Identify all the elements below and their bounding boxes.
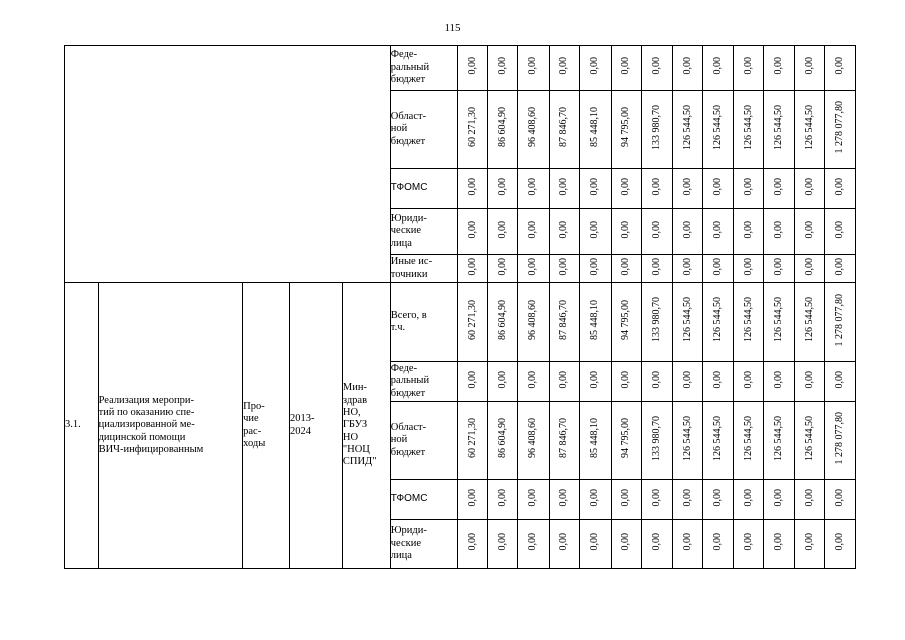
year-value: 0,00 (496, 533, 508, 551)
year-value: 0,00 (742, 370, 754, 389)
year-value-cell (733, 283, 764, 362)
year-value: 0,00 (803, 533, 815, 551)
year-value-cell (611, 46, 642, 91)
year-value: 0,00 (681, 370, 693, 389)
continued-item-cell (65, 46, 391, 283)
year-value-cell (703, 209, 734, 255)
year-value-cell (672, 520, 703, 569)
year-value-cell (549, 209, 580, 255)
year-value-cell (672, 480, 703, 520)
year-value-cell (642, 255, 673, 283)
year-value-cell (580, 362, 612, 402)
source-label: Всего, в т.ч. (390, 309, 427, 333)
year-value: 0,00 (681, 220, 693, 239)
year-value: 0,00 (589, 488, 601, 507)
year-value: 126 544,50 (712, 415, 724, 461)
year-value-cell (764, 362, 795, 402)
year-value-cell (733, 169, 764, 209)
year-value: 60 271,30 (466, 418, 478, 459)
year-value-cell (794, 169, 825, 209)
year-value-cell (580, 209, 612, 255)
year-value-cell (517, 46, 549, 91)
year-value-cell (517, 480, 549, 520)
year-value-cell (580, 402, 612, 480)
total-cell (825, 46, 856, 91)
year-value: 0,00 (651, 370, 662, 389)
year-value-cell (733, 46, 764, 91)
year-value-cell (457, 169, 488, 209)
year-value-cell (703, 46, 734, 91)
year-value-cell (703, 480, 734, 520)
year-value-cell (764, 480, 795, 520)
year-value-cell (517, 402, 549, 480)
year-value-cell (580, 520, 612, 569)
year-value: 0,00 (681, 533, 693, 551)
year-value-cell (764, 402, 795, 480)
year-value: 0,00 (712, 177, 724, 196)
year-value: 0,00 (651, 57, 662, 75)
source-label-cell (390, 169, 457, 209)
year-value: 126 544,50 (681, 104, 693, 150)
year-value-cell (642, 402, 673, 480)
year-value: 126 544,50 (742, 415, 754, 461)
year-value-cell (672, 209, 703, 255)
year-value: 0,00 (742, 57, 754, 75)
year-value: 0,00 (496, 488, 508, 507)
year-value: 0,00 (651, 257, 662, 276)
total-value: 0,00 (834, 57, 846, 75)
year-value: 0,00 (527, 177, 539, 196)
year-value: 85 448,10 (589, 299, 601, 340)
year-value-cell (611, 520, 642, 569)
total-value: 0,00 (834, 220, 846, 239)
year-value: 0,00 (527, 370, 539, 389)
year-value-cell (580, 283, 612, 362)
year-value: 0,00 (712, 220, 724, 239)
year-value: 94 795,00 (620, 107, 632, 148)
total-cell (825, 283, 856, 362)
year-value-cell (488, 402, 518, 480)
year-value-cell (457, 362, 488, 402)
year-value: 0,00 (803, 257, 815, 276)
source-label-cell (390, 362, 457, 402)
year-value: 126 544,50 (803, 104, 815, 150)
year-value-cell (457, 402, 488, 480)
year-value: 133 980,70 (651, 104, 662, 150)
year-value: 0,00 (466, 533, 478, 551)
year-value-cell (517, 362, 549, 402)
year-value: 0,00 (712, 533, 724, 551)
year-value: 0,00 (589, 370, 601, 389)
source-label: ТФОМС (390, 182, 428, 194)
year-value-cell (549, 46, 580, 91)
total-value: 0,00 (834, 488, 846, 507)
year-value: 0,00 (651, 488, 662, 507)
source-label-cell (390, 283, 457, 362)
year-value-cell (457, 209, 488, 255)
year-value: 85 448,10 (589, 418, 601, 459)
year-value: 126 544,50 (773, 297, 785, 343)
source-label: Област- ной бюджет (390, 110, 427, 147)
source-label-cell (390, 480, 457, 520)
year-value-cell (703, 520, 734, 569)
year-value-cell (457, 480, 488, 520)
year-value: 96 408,60 (527, 299, 539, 340)
year-value: 0,00 (527, 220, 539, 239)
year-value-cell (733, 402, 764, 480)
total-value: 0,00 (834, 257, 846, 276)
year-value-cell (611, 209, 642, 255)
year-value: 0,00 (527, 488, 539, 507)
year-value: 96 408,60 (527, 107, 539, 148)
year-value-cell (488, 169, 518, 209)
year-value-cell (549, 520, 580, 569)
total-cell (825, 209, 856, 255)
total-value: 0,00 (834, 370, 846, 389)
year-value: 0,00 (589, 533, 601, 551)
source-label-cell (390, 255, 457, 283)
year-value-cell (580, 480, 612, 520)
year-value-cell (733, 520, 764, 569)
year-value: 0,00 (773, 257, 785, 276)
year-value: 0,00 (558, 257, 570, 276)
table-row (65, 283, 856, 362)
year-value-cell (611, 283, 642, 362)
year-value-cell (580, 91, 612, 169)
year-value: 0,00 (773, 177, 785, 196)
year-value-cell (733, 480, 764, 520)
source-label-cell (390, 209, 457, 255)
year-value: 126 544,50 (681, 415, 693, 461)
year-value: 0,00 (466, 370, 478, 389)
year-value: 0,00 (589, 57, 601, 75)
year-value: 0,00 (527, 57, 539, 75)
year-value-cell (672, 46, 703, 91)
year-value-cell (764, 283, 795, 362)
item-period: 2013- 2024 (289, 413, 315, 437)
year-value-cell (794, 209, 825, 255)
year-value: 126 544,50 (803, 297, 815, 343)
year-value-cell (549, 283, 580, 362)
year-value-cell (733, 362, 764, 402)
year-value-cell (549, 255, 580, 283)
total-cell (825, 402, 856, 480)
year-value: 0,00 (651, 533, 662, 551)
year-value: 87 846,70 (558, 107, 570, 148)
total-value: 1 278 077,80 (834, 293, 846, 347)
year-value: 0,00 (558, 57, 570, 75)
year-value-cell (764, 169, 795, 209)
year-value: 0,00 (558, 488, 570, 507)
year-value: 0,00 (681, 257, 693, 276)
year-value-cell (794, 520, 825, 569)
year-value-cell (517, 520, 549, 569)
source-label-cell (390, 402, 457, 480)
year-value: 86 604,90 (496, 418, 508, 459)
total-cell (825, 91, 856, 169)
year-value-cell (733, 91, 764, 169)
year-value-cell (488, 209, 518, 255)
year-value: 87 846,70 (558, 418, 570, 459)
year-value-cell (764, 520, 795, 569)
year-value-cell (517, 169, 549, 209)
year-value: 96 408,60 (527, 418, 539, 459)
year-value: 0,00 (803, 57, 815, 75)
year-value: 0,00 (773, 220, 785, 239)
year-value: 126 544,50 (712, 297, 724, 343)
year-value: 0,00 (712, 57, 724, 75)
source-label: Феде- ральный бюджет (390, 362, 430, 399)
year-value-cell (672, 255, 703, 283)
year-value-cell (764, 255, 795, 283)
year-value-cell (642, 520, 673, 569)
year-value: 0,00 (712, 257, 724, 276)
year-value-cell (488, 255, 518, 283)
total-value: 1 278 077,80 (834, 101, 846, 154)
year-value: 0,00 (773, 488, 785, 507)
year-value: 86 604,90 (496, 107, 508, 148)
year-value-cell (733, 255, 764, 283)
source-label: Иные ис- точники (390, 256, 433, 280)
year-value: 0,00 (803, 177, 815, 196)
year-value: 0,00 (712, 488, 724, 507)
total-cell (825, 362, 856, 402)
year-value-cell (733, 209, 764, 255)
year-value: 0,00 (620, 177, 632, 196)
year-value: 0,00 (496, 177, 508, 196)
year-value-cell (642, 480, 673, 520)
year-value-cell (488, 362, 518, 402)
year-value-cell (642, 46, 673, 91)
year-value: 126 544,50 (712, 104, 724, 150)
source-label-cell (390, 91, 457, 169)
year-value-cell (703, 402, 734, 480)
year-value: 0,00 (466, 488, 478, 507)
year-value: 0,00 (527, 257, 539, 276)
year-value-cell (703, 255, 734, 283)
year-value: 87 846,70 (558, 299, 570, 340)
item-expense-type: Про- чие рас- ходы (243, 400, 266, 449)
year-value: 0,00 (651, 220, 662, 239)
year-value: 0,00 (681, 57, 693, 75)
year-value-cell (642, 283, 673, 362)
year-value-cell (549, 480, 580, 520)
year-value-cell (457, 46, 488, 91)
year-value: 0,00 (496, 257, 508, 276)
budget-table (64, 45, 856, 569)
year-value-cell (611, 169, 642, 209)
year-value-cell (764, 46, 795, 91)
year-value: 0,00 (620, 57, 632, 75)
year-value: 0,00 (773, 533, 785, 551)
year-value: 94 795,00 (620, 299, 632, 340)
year-value-cell (549, 91, 580, 169)
year-value-cell (642, 91, 673, 169)
year-value-cell (672, 169, 703, 209)
year-value-cell (517, 255, 549, 283)
year-value-cell (794, 402, 825, 480)
year-value: 60 271,30 (466, 107, 478, 148)
year-value: 60 271,30 (466, 299, 478, 340)
year-value-cell (611, 91, 642, 169)
year-value: 133 980,70 (651, 297, 662, 343)
year-value: 0,00 (742, 488, 754, 507)
item-period-cell (289, 283, 342, 569)
year-value-cell (457, 255, 488, 283)
year-value: 0,00 (712, 370, 724, 389)
year-value-cell (517, 283, 549, 362)
source-label: Юриди- ческие лица (390, 525, 427, 562)
item-number: 3.1. (65, 419, 81, 431)
year-value: 0,00 (803, 220, 815, 239)
year-value: 0,00 (589, 220, 601, 239)
year-value: 0,00 (742, 533, 754, 551)
year-value: 0,00 (742, 257, 754, 276)
year-value-cell (794, 283, 825, 362)
year-value: 126 544,50 (803, 415, 815, 461)
item-expense-type-cell (243, 283, 290, 569)
year-value: 0,00 (558, 533, 570, 551)
year-value-cell (488, 480, 518, 520)
total-cell (825, 480, 856, 520)
total-value: 0,00 (834, 177, 846, 196)
year-value: 94 795,00 (620, 418, 632, 459)
total-cell (825, 255, 856, 283)
year-value-cell (611, 362, 642, 402)
item-executors: Мин- здрав НО, ГБУЗ НО "НОЦ СПИД" (342, 382, 377, 468)
year-value: 0,00 (742, 220, 754, 239)
year-value: 126 544,50 (742, 297, 754, 343)
year-value: 0,00 (620, 220, 632, 239)
year-value: 86 604,90 (496, 299, 508, 340)
year-value-cell (794, 362, 825, 402)
year-value-cell (517, 209, 549, 255)
year-value: 0,00 (742, 177, 754, 196)
year-value: 0,00 (558, 220, 570, 239)
year-value-cell (488, 46, 518, 91)
year-value: 0,00 (620, 533, 632, 551)
year-value: 0,00 (589, 257, 601, 276)
year-value-cell (794, 480, 825, 520)
total-value: 0,00 (834, 533, 846, 551)
year-value: 0,00 (589, 177, 601, 196)
year-value-cell (672, 91, 703, 169)
year-value-cell (703, 91, 734, 169)
source-label-cell (390, 520, 457, 569)
year-value-cell (672, 362, 703, 402)
year-value: 126 544,50 (773, 415, 785, 461)
page-number: 115 (444, 22, 461, 34)
year-value-cell (764, 91, 795, 169)
year-value: 0,00 (620, 257, 632, 276)
year-value: 0,00 (681, 177, 693, 196)
source-label: ТФОМС (390, 493, 428, 505)
year-value-cell (549, 169, 580, 209)
total-cell (825, 169, 856, 209)
year-value-cell (642, 169, 673, 209)
year-value: 0,00 (496, 57, 508, 75)
year-value-cell (488, 520, 518, 569)
year-value-cell (672, 402, 703, 480)
year-value-cell (794, 255, 825, 283)
year-value-cell (611, 255, 642, 283)
year-value-cell (549, 402, 580, 480)
year-value-cell (488, 283, 518, 362)
year-value: 133 980,70 (651, 415, 662, 461)
year-value: 0,00 (496, 370, 508, 389)
year-value-cell (580, 255, 612, 283)
year-value: 126 544,50 (742, 104, 754, 150)
year-value: 0,00 (773, 57, 785, 75)
year-value: 0,00 (681, 488, 693, 507)
year-value-cell (703, 362, 734, 402)
year-value-cell (642, 209, 673, 255)
year-value: 0,00 (466, 257, 478, 276)
year-value-cell (457, 91, 488, 169)
year-value-cell (672, 283, 703, 362)
year-value: 0,00 (558, 370, 570, 389)
year-value: 0,00 (773, 370, 785, 389)
source-label: Област- ной бюджет (390, 421, 427, 458)
item-name: Реализация меропри- тий по оказанию спе- циализированной ме- дицинской помощи ВИЧ-инфицированным (98, 394, 204, 456)
year-value-cell (549, 362, 580, 402)
year-value: 0,00 (803, 488, 815, 507)
source-label-cell (390, 46, 457, 91)
year-value: 0,00 (803, 370, 815, 389)
year-value: 0,00 (558, 177, 570, 196)
year-value-cell (488, 91, 518, 169)
total-cell (825, 520, 856, 569)
year-value: 85 448,10 (589, 107, 601, 148)
year-value: 0,00 (527, 533, 539, 551)
year-value-cell (611, 480, 642, 520)
year-value-cell (703, 283, 734, 362)
source-label: Юриди- ческие лица (390, 212, 427, 249)
year-value: 0,00 (466, 57, 478, 75)
year-value: 0,00 (466, 220, 478, 239)
source-label: Феде- ральный бюджет (390, 49, 430, 86)
year-value-cell (703, 169, 734, 209)
year-value-cell (794, 91, 825, 169)
year-value: 0,00 (620, 488, 632, 507)
year-value: 126 544,50 (681, 297, 693, 343)
year-value-cell (611, 402, 642, 480)
total-value: 1 278 077,80 (834, 412, 846, 465)
year-value: 0,00 (466, 177, 478, 196)
year-value-cell (580, 46, 612, 91)
year-value-cell (580, 169, 612, 209)
year-value: 0,00 (620, 370, 632, 389)
year-value-cell (642, 362, 673, 402)
year-value-cell (457, 520, 488, 569)
year-value-cell (764, 209, 795, 255)
year-value-cell (457, 283, 488, 362)
year-value: 0,00 (496, 220, 508, 239)
year-value-cell (517, 91, 549, 169)
item-executors-cell (342, 283, 390, 569)
table-row (65, 46, 856, 91)
year-value-cell (794, 46, 825, 91)
year-value: 126 544,50 (773, 104, 785, 150)
item-name-cell (98, 283, 243, 569)
item-number-cell (65, 283, 99, 569)
year-value: 0,00 (651, 177, 662, 196)
